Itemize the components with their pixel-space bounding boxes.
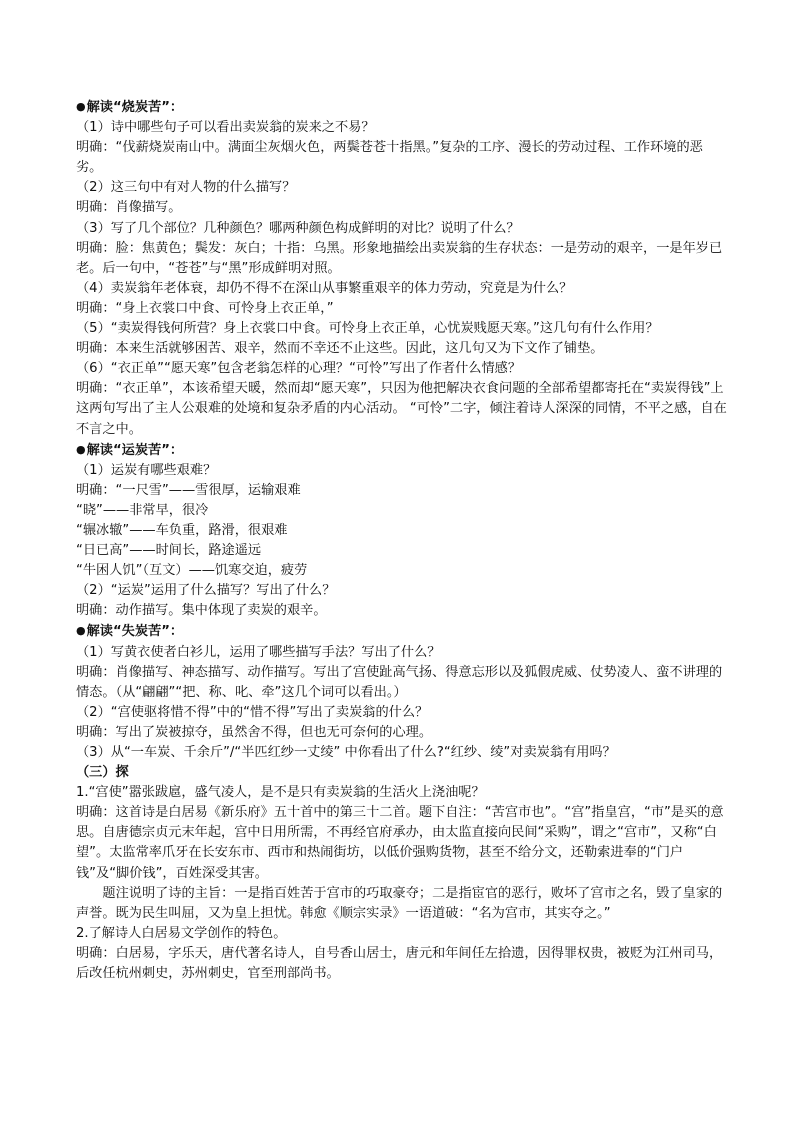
paragraph-line [76, 601, 728, 621]
paragraph-line [76, 501, 728, 521]
paragraph-line [76, 723, 728, 743]
line-text: 解读“烧炭苦”： [86, 100, 184, 115]
paragraph-line [76, 884, 728, 924]
paragraph-line [76, 299, 728, 319]
line-text: 明确：这首诗是白居易《新乐府》五十首中的第三十二首。题下自注：“苦宫市也”。“宫”指皇宫，“市”是买的意思。自唐德宗贞元末年起，宫中日用所需，不再经官府承办，由太监直接向民间“采购”，谓之“宫市”，又称“白望”。太监常率爪牙在长安东市、西市和热闹街坊，以低价强购货物，甚至不给分文，还勒索进奉的“门户钱”及“脚价钱”，百姓深受其害。 [76, 805, 724, 881]
paragraph-line [76, 643, 728, 663]
paragraph-line [76, 461, 728, 481]
paragraph-line [76, 581, 728, 601]
line-text: （3）从“一车炭、千余斤”/“半匹红纱一丈绫” 中你看出了什么?“红纱、绫”对卖炭翁有用吗？ [76, 745, 616, 760]
paragraph-line [76, 339, 728, 359]
paragraph-line [76, 561, 728, 581]
paragraph-line [76, 743, 728, 763]
paragraph-line [76, 783, 728, 803]
section-heading [76, 440, 728, 461]
line-text: 2.了解诗人白居易文学创作的特色。 [76, 925, 287, 941]
line-text: 明确：“身上衣裳口中食、可怜身上衣正单，” [76, 300, 334, 316]
line-text: 明确：脸：焦黄色；鬓发：灰白；十指：乌黑。形象地描绘出卖炭翁的生存状态：一是劳动的艰辛，一是年岁已老。后一句中，“苍苍”与“黑”形成鲜明对照。 [76, 240, 723, 276]
line-text: 明确：白居易，字乐天，唐代著名诗人，自号香山居士，唐元和年间任左拾遗，因得罪权贵，被贬为江州司马，后改任杭州刺史，苏州刺史，官至刑部尚书。 [76, 945, 723, 982]
line-text: 明确：写出了炭被掠夺，虽然舍不得，但也无可奈何的心理。 [76, 724, 433, 740]
line-text: （5）“卖炭得钱何所营？身上衣裳口中食。可怜身上衣正单，心忧炭贱愿天寒。”这几句有什么作用？ [76, 321, 659, 337]
bullet-icon: ● [76, 624, 86, 638]
paragraph-line [76, 924, 728, 944]
paragraph-line [76, 379, 728, 439]
line-text: “牛困人饥”（互文）——饥寒交迫，疲劳 [76, 563, 308, 579]
line-text: （1）写黄衣使者白衫儿，运用了哪些描写手法？写出了什么？ [76, 644, 441, 660]
line-text: （6）“衣正单”“愿天寒”包含老翁怎样的心理？“可怜”写出了作者什么情感？ [76, 361, 522, 377]
line-text: （2）“宫使驱将惜不得”中的“惜不得”写出了卖炭翁的什么？ [76, 704, 429, 720]
document-body [76, 97, 728, 984]
line-text: 明确：“一尺雪”——雪很厚，运输艰难 [76, 482, 301, 498]
paragraph-line [76, 944, 728, 984]
line-text: （三）探 [76, 765, 129, 781]
line-text: （2）“运炭”运用了什么描写？写出了什么？ [76, 583, 336, 599]
section-heading [76, 97, 728, 118]
paragraph-line [76, 663, 728, 703]
line-text: 题注说明了诗的主旨：一是指百姓苦于宫市的巧取豪夺；二是指宦官的恶行，败坏了宫市之名，毁了皇家的声誉。既为民生叫屈，又为皇上担忧。韩愈《顺宗实录》一语道破：“名为宫市，其实夺之。” [76, 885, 723, 921]
paragraph-line [76, 541, 728, 561]
bullet-icon: ● [76, 100, 86, 113]
paragraph-line [76, 481, 728, 501]
section-heading [76, 763, 728, 783]
paragraph-line [76, 803, 728, 883]
line-text: （1）诗中哪些句子可以看出卖炭翁的炭来之不易？ [76, 120, 375, 136]
paragraph-line [76, 118, 728, 138]
line-text: 解读“运炭苦”： [86, 442, 184, 458]
paragraph-line [76, 319, 728, 339]
line-text: 明确：肖像描写。 [76, 200, 182, 216]
line-text: （4）卖炭翁年老体衰，却仍不得不在深山从事繁重艰辛的体力劳动，究竟是为什么？ [76, 280, 573, 296]
line-text: “晓”——非常早，很冷 [76, 502, 209, 518]
line-text: 明确：“伐薪烧炭南山中。满面尘灰烟火色，两鬓苍苍十指黑。”复杂的工序、漫长的劳动过程、工作环境的恶劣。 [76, 140, 703, 176]
paragraph-line [76, 219, 728, 239]
line-text: 解读“失炭苦”： [86, 624, 184, 640]
paragraph-line [76, 521, 728, 541]
paragraph-line [76, 359, 728, 379]
bullet-icon: ● [76, 442, 86, 456]
paragraph-line [76, 178, 728, 198]
paragraph-line [76, 138, 728, 178]
line-text: 明确：肖像描写、神态描写、动作描写。写出了宫使趾高气扬、得意忘形以及狐假虎威、仗势凌人、蛮不讲理的情态。（从“翩翩”“把、称、叱、牵”这几个词可以看出。） [76, 664, 723, 700]
line-text: 明确：本来生活就够困苦、艰辛，然而不幸还不止这些。因此，这几句又为下文作了铺垫。 [76, 341, 604, 357]
paragraph-line [76, 279, 728, 299]
line-text: 明确：动作描写。集中体现了卖炭的艰辛。 [76, 603, 327, 619]
line-text: 明确：“衣正单”，本该希望天暖，然而却“愿天寒”，只因为他把解决衣食问题的全部希望都寄托在“卖炭得钱”上这两句写出了主人公艰难的处境和复杂矛盾的内心活动。 “可怜”二字，倾注着诗人深深的同情，不平之感，自在不言之中。 [76, 381, 727, 437]
paragraph-line [76, 198, 728, 218]
line-text: “辗冰辙”——车负重，路滑，很艰难 [76, 522, 288, 538]
paragraph-line [76, 239, 728, 279]
line-text: （3）写了几个部位？几种颜色？哪两种颜色构成鲜明的对比？说明了什么？ [76, 220, 520, 236]
line-text: 1.“宫使”嚣张跋扈，盛气凌人，是不是只有卖炭翁的生活火上浇油呢？ [76, 785, 485, 801]
line-text: （1）运炭有哪些艰难？ [76, 462, 217, 478]
section-heading [76, 621, 728, 642]
line-text: （2）这三句中有对人物的什么描写？ [76, 180, 296, 196]
line-text: “日已高”——时间长，路途遥远 [76, 543, 262, 559]
paragraph-line [76, 703, 728, 723]
